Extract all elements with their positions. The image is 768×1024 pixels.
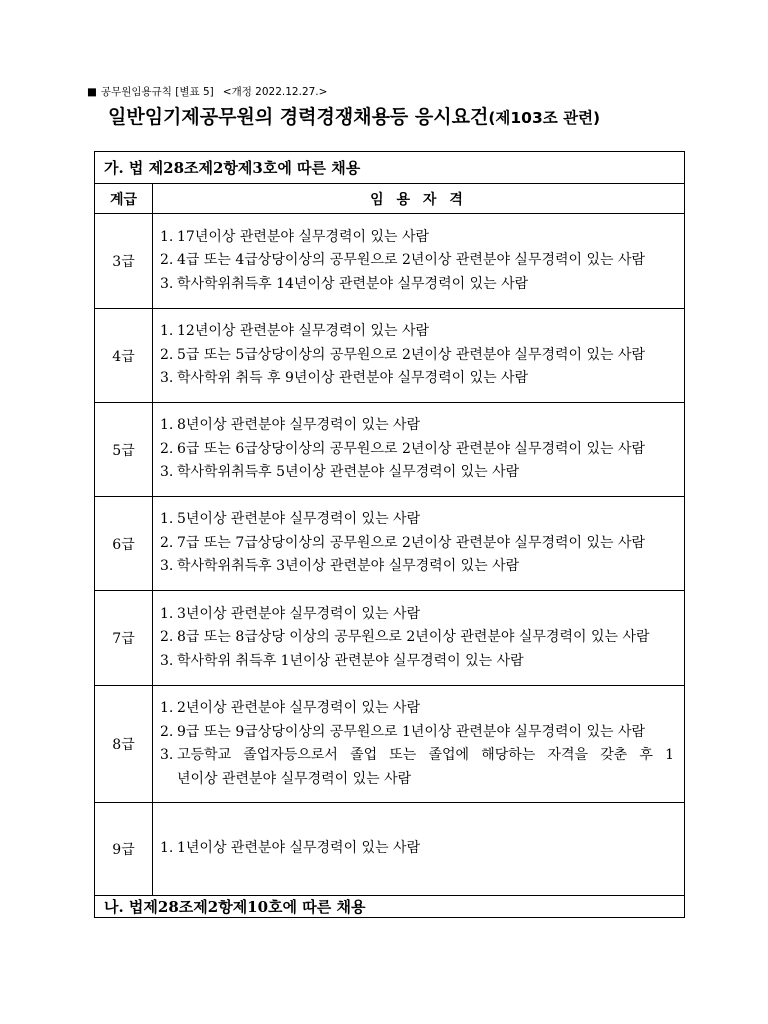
item-text: 학사학위취득후 5년이상 관련분야 실무경력이 있는 사람 <box>177 464 520 481</box>
square-bullet-marker: ■ <box>87 86 97 98</box>
item-number: 2. <box>160 252 174 269</box>
grade-row-4 <box>95 309 685 403</box>
grade-cell: 9급 <box>95 803 153 896</box>
item-text: 17년이상 관련분야 실무경력이 있는 사람 <box>177 228 429 245</box>
grade-cell: 6급 <box>95 497 153 591</box>
grade-row-5 <box>95 403 685 497</box>
item-text: 학사학위취득후 14년이상 관련분야 실무경력이 있는 사람 <box>177 275 529 292</box>
grade-row-8 <box>95 686 685 803</box>
item-number: 2. <box>160 629 174 646</box>
section-a-row <box>95 152 685 184</box>
item-number: 1. <box>160 700 174 716</box>
item-text: 1년이상 관련분야 실무경력이 있는 사람 <box>177 840 421 857</box>
item-text: 학사학위 취득후 1년이상 관련분야 실무경력이 있는 사람 <box>177 652 524 669</box>
item-text: 8급 또는 8급상당 이상의 공무원으로 2년이상 관련분야 실무경력이 있는 사람 <box>177 629 650 646</box>
item-text: 3년이상 관련분야 실무경력이 있는 사람 <box>177 605 421 622</box>
item-number: 1. <box>160 323 174 340</box>
item-number: 2. <box>160 346 174 363</box>
revision-note: <개정 2022.12.27.> <box>222 86 328 98</box>
grade-cell: 5급 <box>95 403 153 497</box>
requirements-table <box>94 151 685 918</box>
item-number: 1. <box>160 840 174 857</box>
list-item <box>160 603 674 627</box>
section-b-heading: 나. 법제28조제2항제10호에 따른 채용 <box>95 896 685 918</box>
list-item <box>160 438 674 462</box>
item-text: 4급 또는 4급상당이상의 공무원으로 2년이상 관련분야 실무경력이 있는 사람 <box>177 252 646 269</box>
title-main: 일반임기제공무원의 경력경쟁채용등 응시요건 <box>108 106 489 128</box>
list-item <box>160 721 674 745</box>
item-text: 학사학위취득후 3년이상 관련분야 실무경력이 있는 사람 <box>177 558 520 575</box>
qualification-cell <box>153 591 685 686</box>
item-text: 2년이상 관련분야 실무경력이 있는 사람 <box>177 700 421 716</box>
list-item <box>160 414 674 438</box>
qualification-cell <box>153 403 685 497</box>
document-title <box>108 104 600 131</box>
list-item <box>160 367 674 391</box>
list-item <box>160 697 674 721</box>
list-item <box>160 532 674 556</box>
list-item <box>160 508 674 532</box>
item-number: 3. <box>160 558 174 575</box>
grade-row-3 <box>95 214 685 309</box>
qualification-cell <box>153 803 685 896</box>
list-item <box>160 744 674 768</box>
item-text: 9급 또는 9급상당이상의 공무원으로 1년이상 관련분야 실무경력이 있는 사람 <box>177 723 646 740</box>
item-number: 1. <box>160 228 174 245</box>
list-item <box>160 344 674 368</box>
list-item <box>160 650 674 674</box>
list-item-continuation: 년이상 관련분야 실무경력이 있는 사람 <box>177 770 412 787</box>
item-number: 1. <box>160 511 174 528</box>
column-header-grade: 계급 <box>95 184 153 214</box>
grade-row-9 <box>95 803 685 896</box>
item-number: 2. <box>160 534 174 551</box>
qualification-cell <box>153 309 685 403</box>
grade-cell: 8급 <box>95 686 153 803</box>
list-item <box>160 320 674 344</box>
item-text: 고등학교 졸업자등으로서 졸업 또는 졸업에 해당하는 자격을 갖춘 후 1 <box>177 747 675 763</box>
table-header-row <box>95 184 685 214</box>
item-text: 5년이상 관련분야 실무경력이 있는 사람 <box>177 511 421 528</box>
grade-cell: 4급 <box>95 309 153 403</box>
grade-cell: 3급 <box>95 214 153 309</box>
item-text: 학사학위 취득 후 9년이상 관련분야 실무경력이 있는 사람 <box>177 370 529 387</box>
grade-cell: 7급 <box>95 591 153 686</box>
item-text: 5급 또는 5급상당이상의 공무원으로 2년이상 관련분야 실무경력이 있는 사람 <box>177 346 646 363</box>
item-text: 7급 또는 7급상당이상의 공무원으로 2년이상 관련분야 실무경력이 있는 사람 <box>177 534 646 551</box>
item-number: 3. <box>160 652 174 669</box>
item-text: 12년이상 관련분야 실무경력이 있는 사람 <box>177 323 429 340</box>
list-item <box>160 837 674 861</box>
item-number: 2. <box>160 723 174 740</box>
list-item <box>160 226 674 250</box>
title-article-reference: (제103조 관련) <box>488 109 601 127</box>
section-b-row <box>95 896 685 918</box>
section-a-heading: 가. 법 제28조제2항제3호에 따른 채용 <box>95 152 685 184</box>
item-number: 1. <box>160 605 174 622</box>
item-number: 3. <box>160 747 174 763</box>
grade-row-6 <box>95 497 685 591</box>
list-item <box>160 249 674 273</box>
qualification-cell <box>153 686 685 803</box>
column-header-qualification: 임 용 자 격 <box>153 184 685 214</box>
item-number: 3. <box>160 464 174 481</box>
grade-row-7 <box>95 591 685 686</box>
item-number: 3. <box>160 275 174 292</box>
item-number: 1. <box>160 417 174 434</box>
item-text: 6급 또는 6급상당이상의 공무원으로 2년이상 관련분야 실무경력이 있는 사람 <box>177 440 646 457</box>
regulation-reference <box>87 85 327 99</box>
list-item <box>160 626 674 650</box>
list-item <box>160 273 674 297</box>
list-item <box>160 461 674 485</box>
qualification-cell <box>153 497 685 591</box>
qualification-cell <box>153 214 685 309</box>
item-number: 3. <box>160 370 174 387</box>
regulation-name: 공무원임용규칙 [별표 5] <box>100 86 214 98</box>
item-number: 2. <box>160 440 174 457</box>
list-item <box>160 555 674 579</box>
item-text: 8년이상 관련분야 실무경력이 있는 사람 <box>177 417 421 434</box>
